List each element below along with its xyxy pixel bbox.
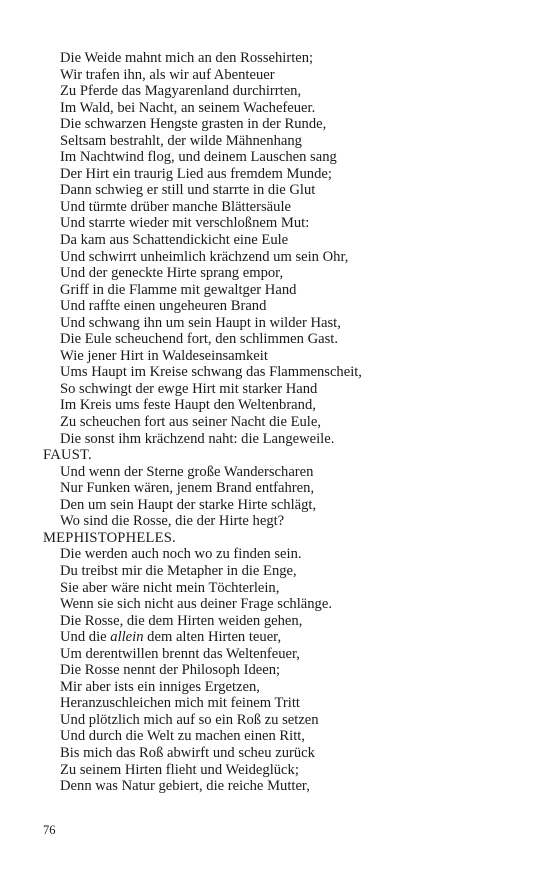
verse-line: Zu seinem Hirten flieht und Weideglück; (60, 761, 299, 778)
verse-line: Und der geneckte Hirte sprang empor, (60, 265, 284, 282)
verse-line: Du treibst mir die Metapher in die Enge, (60, 562, 297, 579)
verse-line: Bis mich das Roß abwirft und scheu zurück (60, 744, 315, 761)
speaker-name: FAUST. (43, 447, 92, 464)
verse-line: Die Rosse nennt der Philosoph Ideen; (60, 662, 281, 679)
verse-line: Wo sind die Rosse, die der Hirte hegt? (60, 513, 285, 530)
verse-line: Die Rosse, die dem Hirten weiden gehen, (60, 612, 303, 629)
verse-line: Den um sein Haupt der starke Hirte schlägt, (60, 496, 317, 513)
verse-line (43, 629, 523, 646)
verse-line: Und raffte einen ungeheuren Brand (60, 298, 267, 315)
verse-line: Heranzuschleichen mich mit feinem Tritt (60, 695, 300, 712)
verse-line: Um derentwillen brennt das Weltenfeuer, (60, 645, 300, 662)
verse-line: Zu Pferde das Magyarenland durchirrten, (60, 83, 302, 100)
verse-line: Mir aber ists ein inniges Ergetzen, (60, 678, 260, 695)
verse-line: Wie jener Hirt in Waldeseinsamkeit (60, 347, 268, 364)
verse-line: Und wenn der Sterne große Wanderscharen (60, 463, 314, 480)
verse-line: Dann schwieg er still und starrte in die Glut (60, 182, 316, 199)
verse-line: Griff in die Flamme mit gewaltger Hand (60, 281, 297, 298)
verse-line: Ums Haupt im Kreise schwang das Flammenscheit, (60, 364, 362, 381)
verse-line: Und durch die Welt zu machen einen Ritt, (60, 728, 305, 745)
verse-line: Denn was Natur gebiert, die reiche Mutter, (60, 778, 310, 795)
verse-segment: Und die (60, 629, 111, 646)
verse-line: Die sonst ihm krächzend naht: die Langeweile. (60, 430, 335, 447)
verse-line: Die Eule scheuchend fort, den schlimmen Gast. (60, 331, 339, 348)
verse-line: Der Hirt ein traurig Lied aus fremdem Munde; (60, 165, 332, 182)
verse-line: Und plötzlich mich auf so ein Roß zu setzen (60, 711, 319, 728)
verse-line: Die schwarzen Hengste grasten in der Runde, (60, 116, 327, 133)
verse-line: Seltsam bestrahlt, der wilde Mähnenhang (60, 132, 302, 149)
verse-line: Nur Funken wären, jenem Brand entfahren, (60, 480, 315, 497)
verse-line: Die Weide mahnt mich an den Rossehirten; (60, 50, 314, 66)
verse-line: Sie aber wäre nicht mein Töchterlein, (60, 579, 280, 596)
verse-line: Wir trafen ihn, als wir auf Abenteuer (60, 66, 275, 83)
verse-line: Die werden auch noch wo zu finden sein. (60, 546, 302, 563)
verse-line: Und starrte wieder mit verschloßnem Mut: (60, 215, 310, 232)
verse-line: Und schwang ihn um sein Haupt in wilder Hast, (60, 314, 341, 331)
verse-line: Da kam aus Schattendickicht eine Eule (60, 232, 289, 249)
verse-line: Zu scheuchen fort aus seiner Nacht die Eule, (60, 414, 321, 431)
verse-line: Im Nachtwind flog, und deinem Lauschen sang (60, 149, 337, 166)
poem-text (43, 50, 523, 795)
speaker-name: MEPHISTOPHELES. (43, 529, 176, 546)
verse-line: Im Kreis ums feste Haupt den Weltenbrand, (60, 397, 316, 414)
page-number: 76 (43, 823, 56, 837)
verse-line: Und türmte drüber manche Blättersäule (60, 198, 291, 215)
verse-line: Und schwirrt unheimlich krächzend um sein Ohr, (60, 248, 349, 265)
verse-line: Wenn sie sich nicht aus deiner Frage schlänge. (60, 596, 332, 613)
verse-segment: dem alten Hirten teuer, (143, 629, 282, 646)
emphasized-word: allein (110, 629, 144, 646)
verse-line: Im Wald, bei Nacht, an seinem Wachefeuer. (60, 99, 316, 116)
verse-line: So schwingt der ewge Hirt mit starker Hand (60, 380, 318, 397)
